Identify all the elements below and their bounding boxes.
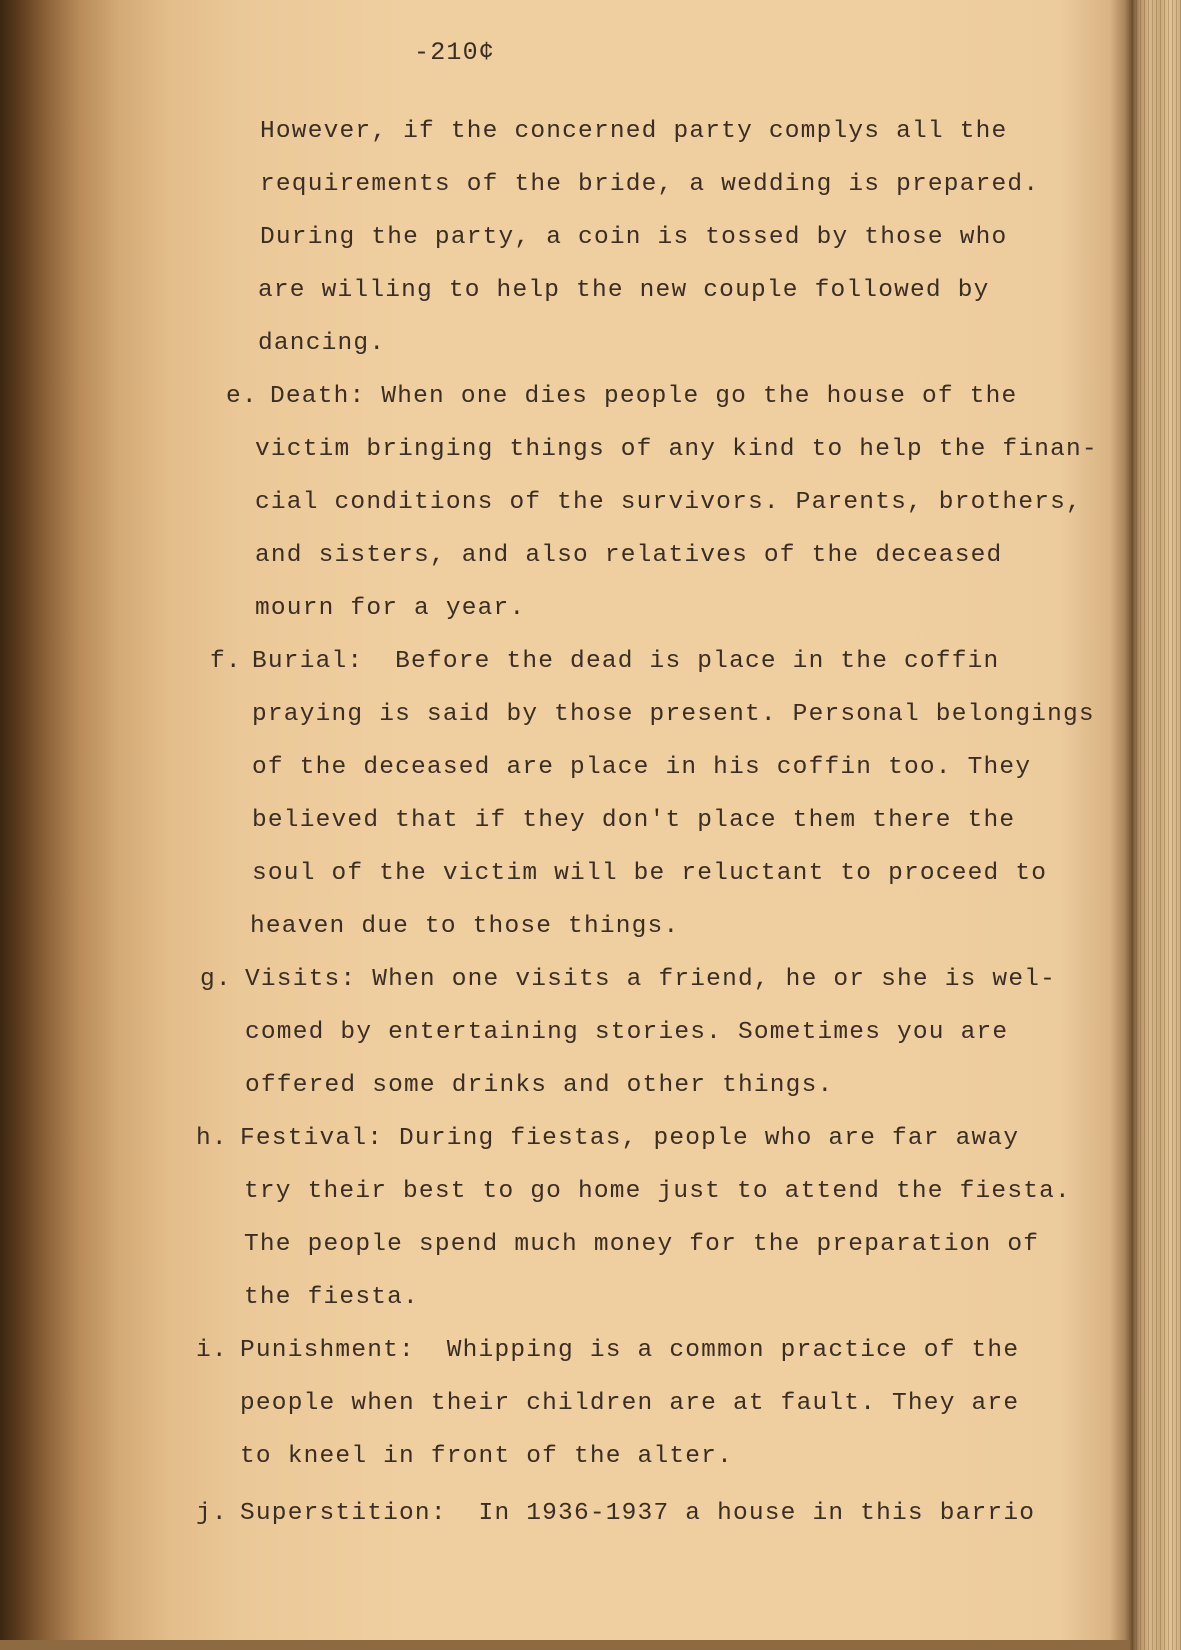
text-line: and sisters, and also relatives of the deceased [255,542,1003,569]
section-label: i. [196,1337,228,1364]
section-label: f. [210,648,242,675]
page-number: -210¢ [414,38,496,67]
text-line: Festival: During fiestas, people who are far away [240,1125,1020,1152]
text-line: heaven due to those things. [250,913,680,940]
section-label: g. [200,966,232,993]
text-line: praying is said by those present. Personal belongings [252,701,1095,728]
scan-footer-strip [0,1640,1130,1650]
text-line: Superstition: In 1936-1937 a house in this barrio [240,1500,1036,1527]
text-line: soul of the victim will be reluctant to proceed to [252,860,1048,887]
text-line: comed by entertaining stories. Sometimes you are [245,1019,1009,1046]
text-line: are willing to help the new couple followed by [258,277,990,304]
text-line: Punishment: Whipping is a common practice of the [240,1337,1020,1364]
text-line: believed that if they don't place them there the [252,807,1016,834]
text-line: victim bringing things of any kind to help the finan- [255,436,1098,463]
text-line: The people spend much money for the preparation of [244,1231,1040,1258]
section-label: j. [196,1500,228,1527]
section-label: e. [226,383,258,410]
text-line: to kneel in front of the alter. [240,1443,733,1470]
text-line: people when their children are at fault. They are [240,1390,1020,1417]
text-line: During the party, a coin is tossed by those who [260,224,1008,251]
book-binding-edge [1132,0,1181,1650]
text-line: Death: When one dies people go the house of the [270,383,1018,410]
text-line: offered some drinks and other things. [245,1072,834,1099]
text-line: requirements of the bride, a wedding is prepared. [260,171,1040,198]
text-line: mourn for a year. [255,595,526,622]
text-line: of the deceased are place in his coffin too. They [252,754,1032,781]
text-line: Burial: Before the dead is place in the coffin [252,648,1000,675]
section-label: h. [196,1125,228,1152]
text-line: dancing. [258,330,386,357]
text-line: try their best to go home just to attend the fiesta. [244,1178,1071,1205]
text-line: However, if the concerned party complys all the [260,118,1008,145]
text-line: the fiesta. [244,1284,419,1311]
text-line: cial conditions of the survivors. Parents, brothers, [255,489,1082,516]
text-line: Visits: When one visits a friend, he or she is wel- [245,966,1057,993]
